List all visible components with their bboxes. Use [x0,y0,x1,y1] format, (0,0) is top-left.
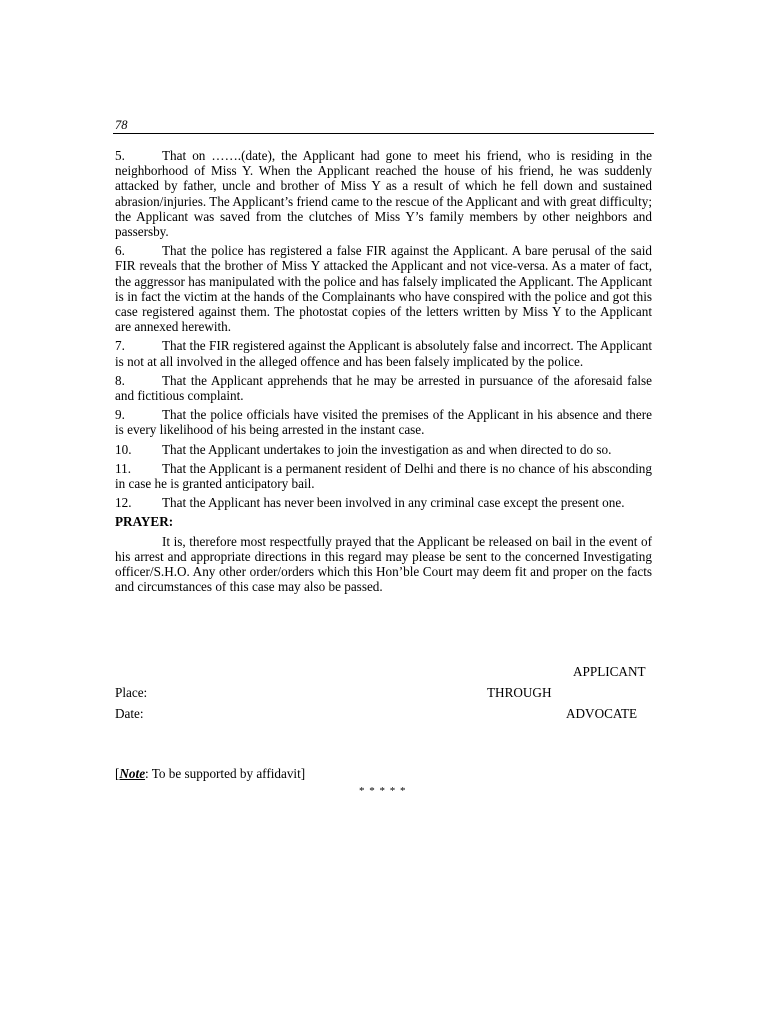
paragraph-text: That on …….(date), the Applicant had gone to meet his friend, who is residing in the neighborhood of Miss Y. When the Applicant reached the house of his friend, he was suddenly attacked by father, uncle and brother of Miss Y as a result of which he fell down and sustained abrasion/injuries. The Applicant’s friend came to the rescue of the Applicant and with great difficulty; the Applicant was saved from the clutches of Miss Y’s family members by other neighbors and passersby. [115,148,652,240]
affidavit-note [115,766,305,781]
paragraph-text: That the Applicant apprehends that he may be arrested in pursuance of the aforesaid false and fictitious complaint. [115,372,652,404]
paragraph-number: 11. [115,460,131,476]
place-label: Place: [115,685,148,700]
prayer-heading: PRAYER: [115,514,174,530]
date-label: Date: [115,706,144,721]
paragraph-text: That the FIR registered against the Applicant is absolutely false and incorrect. The Applicant is not at all involved in the alleged offence and has been falsely implicated by the police. [115,338,652,369]
end-marker: * * * * * [359,785,407,797]
paragraph-11 [115,461,652,491]
paragraph-number: 5. [115,148,125,163]
paragraph-text: That the Applicant has never been involved in any criminal case except the present one. [162,495,625,511]
header-rule [113,133,654,134]
document-body [115,148,652,594]
paragraph-number: 9. [115,407,125,423]
prayer-text: It is, therefore most respectfully prayed that the Applicant be released on bail in the event of his arrest and appropriate directions in this regard may please be sent to the concerned Investigating officer/S.H.O. Any other order/orders which this Hon’ble Court may deem fit and proper on the facts and circumstances of this case may also be passed. [115,533,652,595]
paragraph-text: That the police has registered a false FIR against the Applicant. A bare perusal of the said FIR reveals that the brother of Miss Y attacked the Applicant and not vice-versa. As a mater of fact, the aggressor has manipulated with the police and has falsely implicated the Applicant. The Applicant is in fact the victim at the hands of the Complainants who have conspired with the police and got this case registered against them. The photostat copies of the letters written by Miss Y to the Applicant are annexed herewith. [115,243,652,335]
paragraph-12 [115,495,652,510]
paragraph-number: 6. [115,243,125,259]
paragraph-5 [115,148,652,239]
paragraph-number: 10. [115,441,132,457]
paragraph-number: 7. [115,338,125,354]
paragraph-7 [115,338,652,368]
paragraph-number: 12. [115,495,132,511]
paragraph-8 [115,373,652,403]
paragraph-text: That the Applicant is a permanent resident of Delhi and there is no chance of his absconding in case he is granted anticipatory bail. [115,460,652,492]
note-bracket: [ [115,766,120,781]
paragraph-text: That the Applicant undertakes to join the investigation as and when directed to do so. [162,441,612,457]
applicant-label: APPLICANT [573,664,646,679]
note-label: Note [119,766,146,781]
paragraph-6 [115,243,652,334]
page-number: 78 [115,118,128,132]
paragraph-10 [115,442,652,457]
note-text: : To be supported by affidavit] [145,766,306,781]
advocate-label: ADVOCATE [566,706,638,721]
through-label: THROUGH [487,685,552,700]
paragraph-text: That the police officials have visited the premises of the Applicant in his absence and there is every likelihood of his being arrested in the instant case. [115,407,652,438]
paragraph-number: 8. [115,372,125,388]
paragraph-9 [115,407,652,437]
